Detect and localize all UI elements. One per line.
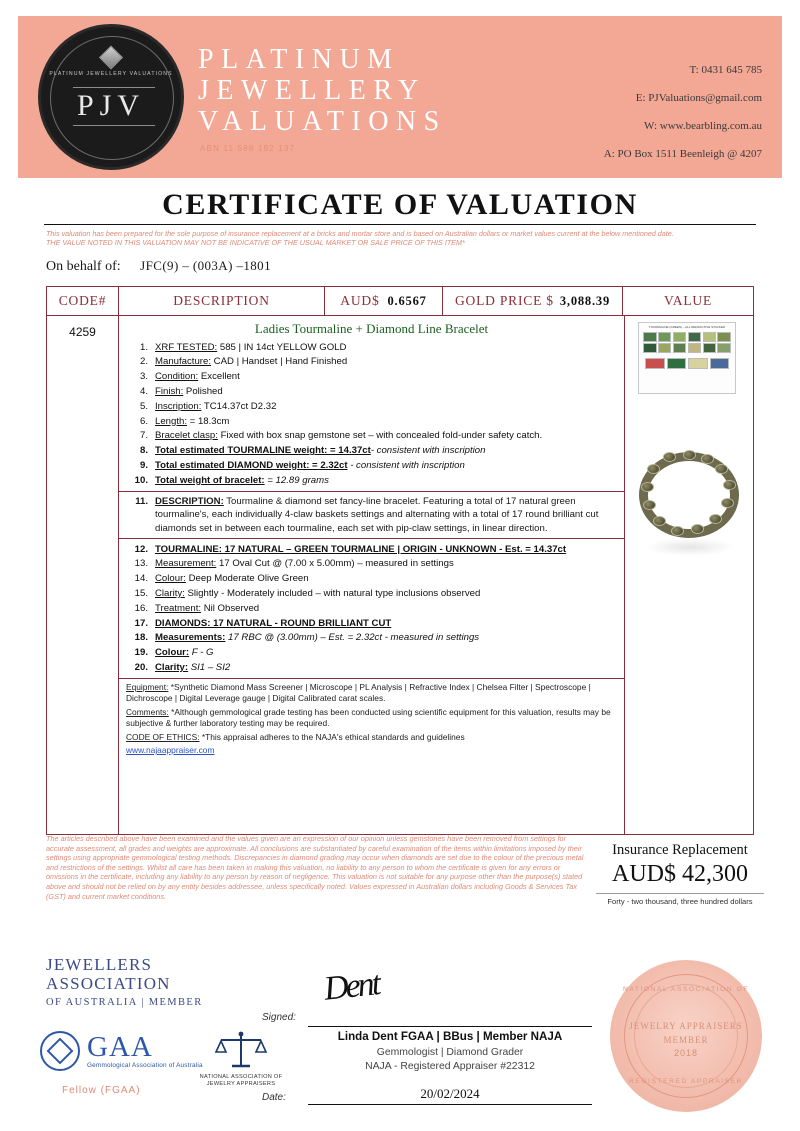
detail-row-value: SI1 – SI2 [188,661,231,673]
detail-row [126,646,617,661]
header-value: VALUE [663,293,712,308]
detail-row-value: 17 Oval Cut @ (7.00 x 5.00mm) – measured in settings [216,558,454,570]
detail-row-text [155,400,617,414]
detail-row-label: Treatment: [155,602,202,614]
detail-row [126,443,617,458]
code-cell: 4259 [47,316,119,834]
gaa-diamond-icon [40,1031,80,1071]
detail-row-number: 20. [134,661,148,673]
gaa-subtitle: Gemmological Association of Australia [87,1062,203,1069]
signed-label: Signed: [262,1012,296,1023]
value-cell [625,316,753,834]
detail-row-label: TOURMALINE: 17 NATURAL – GREEN TOURMALINE | ORIGIN - UNKNOWN - Est. = 14.37ct [155,543,567,555]
description-label: DESCRIPTION: [155,495,224,507]
description-cell [119,316,625,834]
logo-arc-text: PLATINUM JEWELLERY VALUATIONS [49,71,173,77]
detail-row [126,542,617,557]
detail-row [126,616,617,631]
detail-row-label: Finish: [155,385,184,397]
detail-row-value: CAD | Handset | Hand Finished [211,356,348,368]
scales-icon [214,1030,268,1072]
disclaimer-line-1: This valuation has been prepared for the sole purpose of insurance replacement at a bricks and mortar store and is based on Australian dollars or market values current at the below mentioned date. [46,229,674,238]
detail-row [126,557,617,572]
gaa-logo [40,1031,203,1071]
header-gold-label: GOLD PRICE $ [454,293,554,308]
detail-row-text [155,543,617,557]
page-title: CERTIFICATE OF VALUATION [162,188,638,221]
detail-row-label: Length: [155,415,188,427]
seal-bottom-text: REGISTERED APPRAISER [628,1078,744,1085]
header-aud-value: 0.6567 [387,293,427,308]
detail-row-label: Bracelet clasp: [155,430,218,442]
detail-row [126,458,617,473]
detail-row-number: 15. [134,587,148,599]
detail-row-value: 585 | IN 14ct YELLOW GOLD [217,341,347,353]
company-logo [38,24,186,172]
naja-logo [186,1030,296,1088]
logo-monogram: PJV [76,89,146,122]
insurance-amount: AUD$ 42,300 [612,861,748,887]
detail-row-label: DIAMONDS: 17 NATURAL - ROUND BRILLIANT CUT [155,617,392,629]
comments-text: *Although gemmological grade testing has been conducted using scientific equipment for this valuation, results may be subjective & further laboratory testing may be required. [126,706,611,729]
signer-registration: NAJA - Registered Appraiser #22312 [365,1060,535,1072]
detail-row-text [155,587,617,601]
disclaimer-text [46,229,752,248]
detail-row-value: = 12.89 grams [264,474,329,486]
seal-member-text: MEMBER [663,1035,709,1045]
detail-row-value: = 18.3cm [187,415,230,427]
seal-year: 2018 [673,1048,699,1058]
naja-member-seal [610,960,762,1112]
detail-row-value: Polished [183,385,223,397]
jaa-line-2: ASSOCIATION [46,974,171,993]
detail-row-number: 17. [134,617,148,629]
table-body [47,316,753,834]
detail-row-number: 6. [139,415,148,427]
detail-row [126,370,617,385]
header-aud-label: AUD$ [340,293,380,308]
detail-row [126,429,617,444]
colour-chart-image [638,322,736,394]
detail-row-text [155,341,617,355]
detail-row-number: 2. [139,356,148,368]
detail-row-value: 17 RBC @ (3.00mm) – Est. = 2.32ct - measured in settings [225,632,480,644]
detail-row [126,355,617,370]
detail-row-label: Measurements: [155,632,226,644]
detail-row-label: XRF TESTED: [155,341,218,353]
colour-chart-title: TOURMALINE (GREEN) – ALL REFRACTIVE STACKED [648,325,726,329]
detail-row-text [155,646,617,660]
detail-row-text [155,459,617,473]
insurance-title: Insurance Replacement [612,842,748,858]
row-divider-2 [119,538,624,539]
on-behalf-of [46,258,271,275]
detail-row-label: Clarity: [155,587,185,599]
brand-name [198,44,447,137]
detail-row-text [155,355,617,369]
bracelet-image [633,442,745,550]
row-divider-3 [119,678,624,679]
item-photograph [633,434,745,564]
description-text: Tourmaline & diamond set fancy-line bracelet. Featuring a total of 17 natural green tourmaline's, each individually 4-claw baskets settings and alternating with a total of 17 round brilliant cut diamonds set in between each tourmaline, each set with pip-claw settings, in linear direction. [155,495,599,534]
detail-row-number: 14. [134,573,148,585]
signature-mark: Dent [322,965,380,1008]
jaa-line-1: JEWELLERS [46,955,153,974]
detail-row-number: 8. [139,445,148,457]
detail-row [126,631,617,646]
detail-row [126,399,617,414]
seal-top-text: NATIONAL ASSOCIATION OF [622,986,750,993]
header-description: DESCRIPTION [119,287,325,315]
ethics-text: *This appraisal adheres to the NAJA's ethical standards and guidelines [199,731,465,742]
header-gold-value: 3,088.39 [559,293,610,308]
table-header-row [47,287,753,316]
detail-row-label: Measurement: [155,558,217,570]
detail-rows-secondary [126,542,617,675]
description-number: 11. [135,495,148,507]
detail-row-text [155,444,617,458]
detail-row-number: 10. [134,474,148,486]
naja-caption: NATIONAL ASSOCIATION OF JEWELRY APPRAISERS [199,1074,283,1087]
row-divider [119,491,624,492]
detail-row [126,660,617,675]
disclaimer-line-2: THE VALUE NOTED IN THIS VALUATION MAY NOT BE INDICATIVE OF THE USUAL MARKET OR SALE PRICE OF THIS ITEM* [46,238,465,248]
detail-row-label: Colour: [155,573,186,585]
document-header [18,16,782,178]
valuation-table [46,286,754,835]
gaa-name: GAA [87,1031,153,1063]
detail-row-value: - consistent with inscription [370,445,486,457]
jaa-logo [46,955,203,1012]
detail-row-number: 9. [139,459,148,471]
detail-row-label: Colour: [155,647,190,659]
detail-row-value: - consistent with inscription [347,459,465,471]
detail-row-text [155,631,617,645]
gaa-fellow-text: Fellow (FGAA) [62,1085,141,1096]
detail-row-label: Manufacture: [155,356,211,368]
fine-print-block [126,682,617,756]
detail-row [126,384,617,399]
detail-row-number: 5. [139,400,148,412]
detail-row-number: 12. [134,543,148,555]
detail-row-text [155,370,617,384]
naja-link[interactable]: www.najaappraiser.com [126,745,215,756]
header-aud [325,287,443,315]
detail-row-number: 16. [134,602,148,614]
header-gold-price [443,287,623,315]
item-title: Ladies Tourmaline + Diamond Line Bracelet [254,321,489,336]
detail-row [126,586,617,601]
signer-details [308,1046,592,1073]
equipment-text: *Synthetic Diamond Mass Screener | Microscope | PL Analysis | Refractive Index | Chelsea Filter | Spectroscope | Dichroscope | Digital Leverage gauge | Digital Calibrated carat scales. [126,682,591,704]
seal-text: JEWELRY APPRAISERS [629,1021,743,1031]
detail-row-number: 3. [139,371,148,383]
detail-row-text [155,661,617,675]
detail-row-number: 18. [134,632,148,644]
detail-row-label: Total weight of bracelet: [155,474,265,486]
client-reference: JFC(9) – (003A) –1801 [140,258,271,273]
title-divider [44,224,756,225]
contact-phone: T: 0431 645 785 [689,64,762,76]
date-value: 20/02/2024 [420,1086,480,1101]
jaa-line-3: OF AUSTRALIA | MEMBER [46,997,203,1008]
detail-row-label: Total estimated DIAMOND weight: = 2.32ct [155,459,348,471]
detail-row-label: Total estimated TOURMALINE weight: = 14.37ct [155,445,371,457]
detail-row-text [155,617,617,631]
detail-row-number: 1. [139,341,148,353]
brand-line-2: JEWELLERY [198,75,426,106]
detail-row [126,340,617,355]
contact-email: E: PJValuations@gmail.com [635,92,762,104]
detail-row-number: 4. [139,385,148,397]
insurance-amount-words: Forty - two thousand, three hundred dollars [596,893,764,906]
detail-row [126,601,617,616]
detail-row-label: Inscription: [155,400,202,412]
brand-line-3: VALUATIONS [198,106,447,137]
comments-label: Comments: [126,706,169,717]
detail-row-value: TC14.37ct D2.32 [201,400,277,412]
detail-row-text [155,474,617,488]
on-behalf-label: On behalf of: [46,259,121,274]
detail-row-number: 19. [134,647,148,659]
detail-row [126,473,617,488]
contact-block [442,56,762,168]
date-label: Date: [262,1092,286,1103]
colour-chart-grid [639,329,735,356]
detail-row-text [155,415,617,429]
detail-rows-primary [126,340,617,488]
detail-row-value: Fixed with box snap gemstone set – with concealed fold-under safety catch. [217,430,543,442]
detail-row-value: Slightly - Moderately included – with natural type inclusions observed [184,587,481,599]
detail-row-number: 7. [139,430,148,442]
description-paragraph [126,495,617,535]
detail-row-text [155,602,617,616]
detail-row [126,572,617,587]
detail-row-number: 13. [134,558,148,570]
legal-notes: The articles described above have been examined and the values given are an expression of our opinion unless gemstones have been removed from settings for accurate assessment, all grades and weights are approximate. All conclusions are substantiated by careful examination of the items within limitations imposed by their settings using appropriate gemmological testing methods. Discrepancies in diamond grading may occur when diamonds are set due to the colour of the precious metal and restrictions of the settings. Whilst all care has been taken in making this valuation, no liability to any person to whom the certificate is given for any errors or omissions in the certificate, including any liability to any person by reason of negligence. This valuation is not suitable for any purpose other than the purpose(s) stated above and should not be relied on by any entity besides addressee, unless specifically noted. Values expressed in Australian dollars including Goods & Services Tax (GST) and current market conditions. [46,834,584,901]
detail-row-text [155,557,617,571]
brand-line-1: PLATINUM [198,44,400,75]
detail-row-text [155,572,617,586]
contact-website: W: www.bearbling.com.au [643,120,762,132]
detail-row-label: Clarity: [155,661,189,673]
detail-row-text [155,385,617,399]
detail-row-value: Nil Observed [201,602,260,614]
detail-row-value: Excellent [198,371,240,383]
detail-row-value: Deep Moderate Olive Green [185,573,309,585]
detail-row-text [155,429,617,443]
detail-row [126,414,617,429]
contact-address: A: PO Box 1511 Beenleigh @ 4207 [603,148,762,160]
colour-chart-swatches [639,356,735,371]
insurance-replacement-block [596,842,764,906]
equipment-label: Equipment: [126,682,169,693]
detail-row-label: Condition: [155,371,199,383]
abn-text: ABN 11 588 192 137 [200,144,296,153]
signer-role: Gemmologist | Diamond Grader [376,1047,524,1058]
signer-name: Linda Dent FGAA | BBus | Member NAJA [337,1030,563,1043]
detail-row-value: F - G [189,647,214,659]
header-code: CODE# [47,287,119,315]
ethics-label: CODE OF ETHICS: [126,731,200,742]
